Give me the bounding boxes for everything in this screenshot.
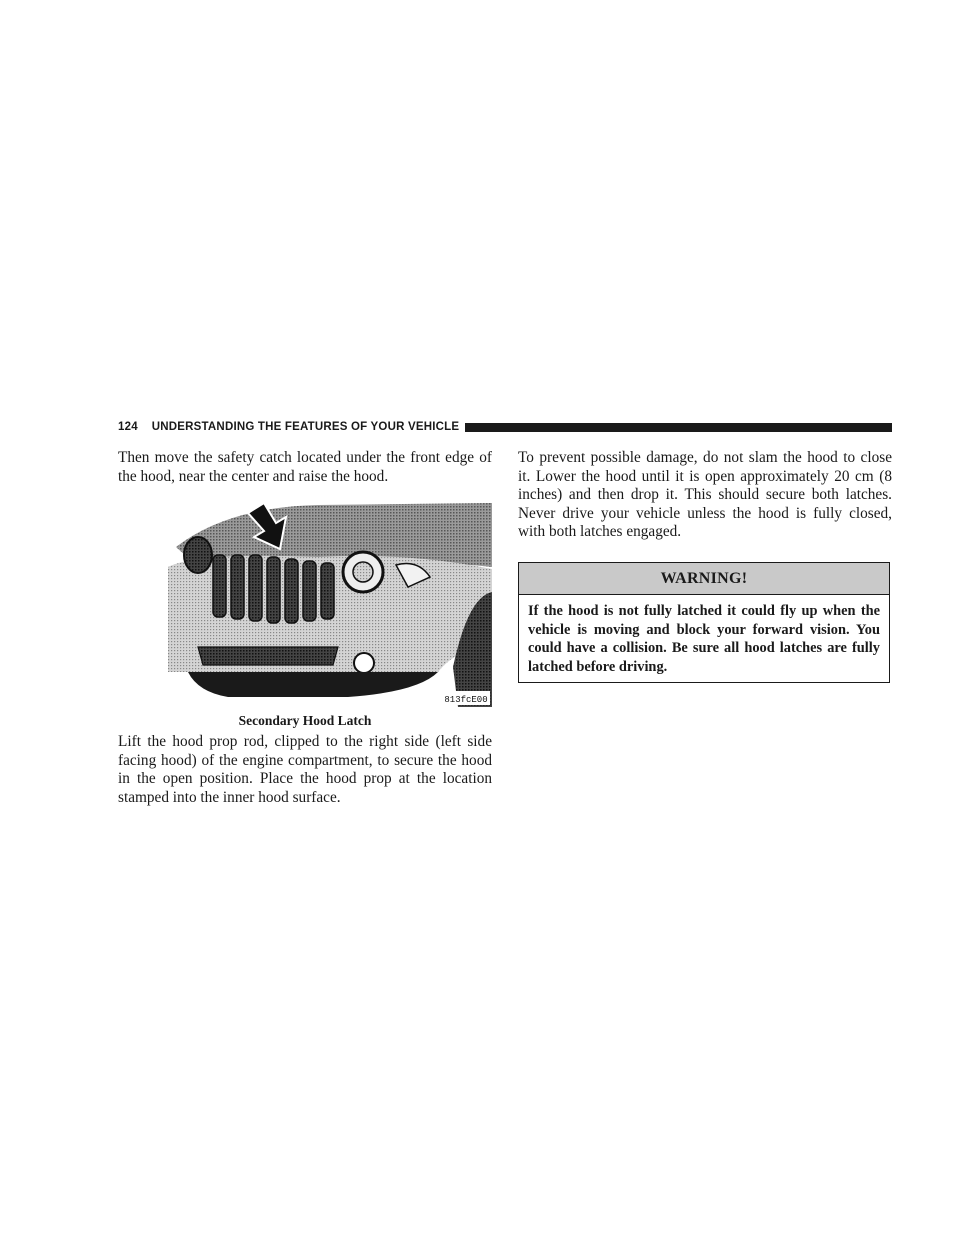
section-title: UNDERSTANDING THE FEATURES OF YOUR VEHICLE: [151, 421, 460, 433]
warning-box: [518, 562, 890, 683]
page-header: [118, 419, 892, 435]
left-paragraph-1: Then move the safety catch located under the front edge of the hood, near the center and raise the hood.: [118, 449, 492, 485]
left-headlamp: [184, 537, 212, 573]
warning-text: If the hood is not fully latched it could fly up when the vehicle is moving and block your forward vision. You could have a collision. Be sure all hood latches are fully latched before driving.: [528, 603, 880, 675]
hood-latch-figure: [168, 497, 492, 707]
lower-grille: [198, 647, 338, 665]
warning-title: WARNING!: [519, 563, 889, 595]
header-rule: [465, 423, 892, 432]
figure-code: 813fcE00: [444, 695, 488, 705]
right-paragraph-1: To prevent possible damage, do not slam the hood to close it. Lower the hood until it is open approximately 20 cm (8 inches) and then drop it. This should secure both latches. Never drive your vehicle unless the hood is fully closed, with both latches engaged.: [518, 449, 892, 541]
page-number: 124: [118, 421, 138, 433]
left-paragraph-2: Lift the hood prop rod, clipped to the right side (left side facing hood) of the engine compartment, to secure the hood in the open position. Place the hood prop at the location stamped into the inner hood surface.: [118, 733, 492, 806]
fog-lamp: [354, 653, 374, 673]
figure-caption: Secondary Hood Latch: [238, 713, 372, 728]
grille: [213, 555, 334, 623]
